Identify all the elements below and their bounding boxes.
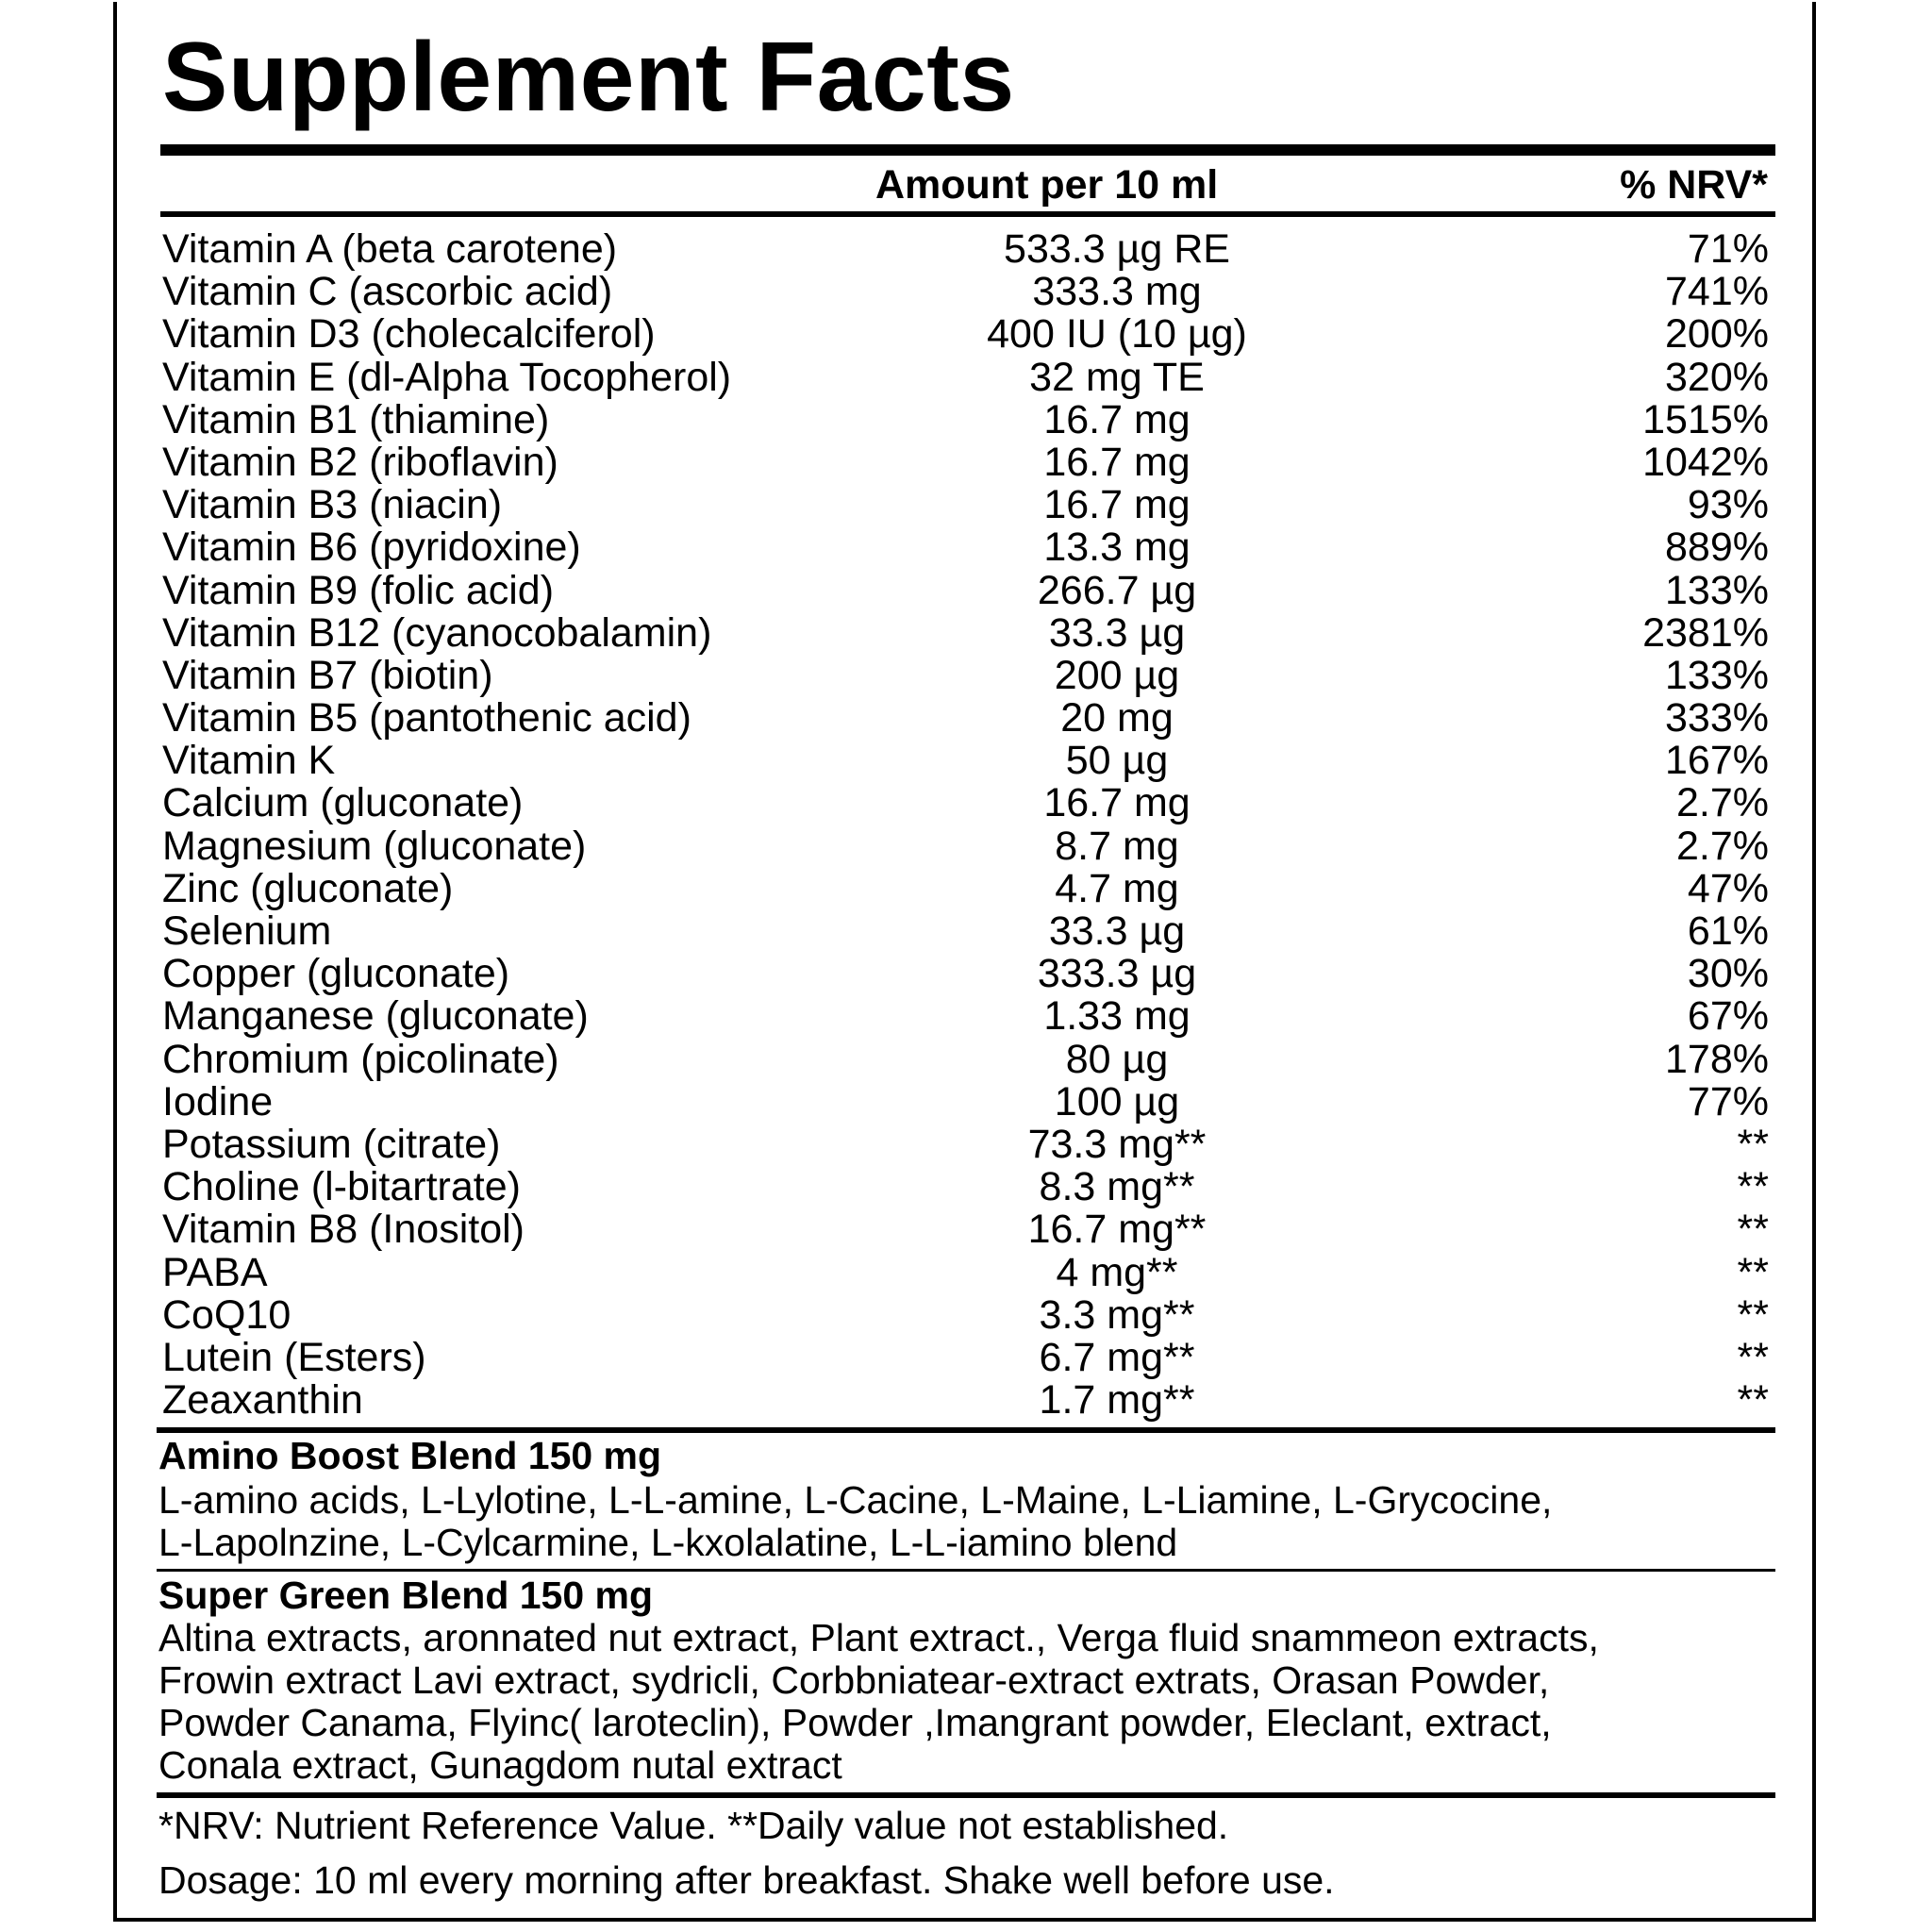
nutrient-name: Copper (gluconate) [162,951,510,997]
nutrient-row [162,1166,1769,1208]
nutrient-amount: 400 IU (10 µg) [987,311,1247,358]
nutrient-name: Vitamin C (ascorbic acid) [162,269,613,315]
nutrient-nrv: 178% [1665,1036,1769,1082]
nutrient-name: Vitamin B7 (biotin) [162,652,493,698]
nutrient-nrv: 67% [1687,993,1769,1040]
nutrient-row [162,953,1769,995]
nutrient-amount: 32 mg TE [1029,354,1205,400]
nutrient-name: Vitamin B3 (niacin) [162,482,503,528]
nutrient-nrv: 2.7% [1675,823,1769,869]
nutrient-row [162,396,1769,442]
nutrient-amount: 8.3 mg** [1039,1164,1195,1210]
nutrient-name: Vitamin A (beta carotene) [162,226,618,272]
nutrient-nrv: ** [1737,1377,1769,1424]
nutrient-name: Magnesium (gluconate) [162,823,587,869]
nutrient-amount: 16.7 mg [1043,396,1191,442]
nutrient-name: Calcium (gluconate) [162,780,524,826]
nutrient-nrv: ** [1737,1121,1769,1167]
nutrient-nrv: 200% [1665,311,1769,358]
nrv-column-header: % NRV* [1620,162,1768,208]
nutrient-nrv: ** [1737,1334,1769,1380]
nutrient-amount: 266.7 µg [1037,567,1197,613]
nutrient-row [162,782,1769,824]
nutrient-nrv: 889% [1665,525,1769,571]
nutrient-amount: 16.7 mg [1043,482,1191,528]
nutrient-amount: 1.7 mg** [1039,1377,1195,1424]
title-divider [160,144,1775,156]
nutrient-row [162,910,1769,953]
nutrient-nrv: 133% [1665,567,1769,613]
nutrient-nrv: 1515% [1642,396,1769,442]
amount-column-header: Amount per 10 ml [875,162,1219,208]
nutrient-row [162,484,1769,526]
nutrient-row [162,1249,1769,1295]
nutrient-name: Vitamin D3 (cholecalciferol) [162,311,656,358]
nutrient-name: Vitamin K [162,738,336,784]
nutrient-nrv: 320% [1665,354,1769,400]
nutrient-row [162,1208,1769,1251]
nutrient-amount: 3.3 mg** [1039,1291,1195,1338]
amino-blend-line: L-Lapolnzine, L-Cylcarmine, L-kxolalatine, L-L-iamino blend [158,1521,1178,1564]
nutrient-nrv: ** [1737,1249,1769,1295]
nutrient-name: Chromium (picolinate) [162,1036,559,1082]
nutrient-name: Zinc (gluconate) [162,865,454,911]
nutrient-row [162,995,1769,1038]
nutrient-nrv: ** [1737,1207,1769,1253]
nutrient-amount: 73.3 mg** [1027,1121,1207,1167]
nutrient-row [162,740,1769,782]
nutrient-name: Vitamin B6 (pyridoxine) [162,525,581,571]
header-divider [160,211,1775,217]
nutrient-nrv: 2381% [1642,609,1769,656]
nutrient-amount: 16.7 mg [1043,439,1191,485]
nutrient-amount: 50 µg [1065,738,1169,784]
nutrient-row [162,1334,1769,1380]
nutrient-amount: 4.7 mg [1055,865,1179,911]
nutrient-name: Vitamin B9 (folic acid) [162,567,555,613]
nutrient-name: Selenium [162,908,332,954]
nutrient-amount: 533.3 µg RE [1004,226,1230,272]
nutrient-nrv: 71% [1687,226,1769,272]
nutrient-name: Lutein (Esters) [162,1334,426,1380]
green-blend-title: Super Green Blend 150 mg [158,1574,654,1617]
green-blend-line: Conala extract, Gunagdom nutal extract [158,1743,842,1787]
nutrient-row [162,825,1769,868]
nutrient-amount: 4 mg** [1056,1249,1178,1295]
nutrient-amount: 20 mg [1060,695,1174,741]
nutrient-amount: 6.7 mg** [1039,1334,1195,1380]
nutrient-nrv: 93% [1687,482,1769,528]
nutrient-name: Vitamin B2 (riboflavin) [162,439,558,485]
nutrient-nrv: 2.7% [1675,780,1769,826]
nutrient-nrv: 133% [1665,652,1769,698]
nutrient-nrv: 1042% [1642,439,1769,485]
nutrient-nrv: ** [1737,1164,1769,1210]
amino-section-divider [157,1427,1775,1433]
nutrient-amount: 13.3 mg [1043,525,1191,571]
nutrient-name: Potassium (citrate) [162,1121,501,1167]
nutrient-row [162,228,1769,271]
green-blend-line: Altina extracts, aronnated nut extract, Plant extract., Verga fluid snammeon extracts, [158,1616,1599,1659]
amino-blend-line: L-amino acids, L-Lylotine, L-L-amine, L-Cacine, L-Maine, L-Liamine, L-Grycocine, [158,1478,1553,1522]
nutrient-nrv: 77% [1687,1078,1769,1124]
nutrient-name: Vitamin E (dl-Alpha Tocopherol) [162,354,732,400]
nutrient-name: Vitamin B1 (thiamine) [162,396,550,442]
nutrient-row [162,697,1769,740]
nutrient-row [162,609,1769,656]
nutrient-amount: 333.3 mg [1032,269,1202,315]
nutrient-nrv: 47% [1687,865,1769,911]
nutrient-nrv: 167% [1665,738,1769,784]
nutrient-name: Zeaxanthin [162,1377,363,1424]
nutrient-name: Vitamin B5 (pantothenic acid) [162,695,691,741]
dosage-note: Dosage: 10 ml every morning after breakfast. Shake well before use. [158,1858,1335,1902]
green-blend-ingredients [158,1617,1762,1787]
nutrient-row [162,1291,1769,1338]
nutrient-amount: 333.3 µg [1037,951,1197,997]
nutrient-row [162,567,1769,613]
nutrient-nrv: 741% [1665,269,1769,315]
nutrient-name: Vitamin B12 (cyanocobalamin) [162,609,712,656]
nutrient-name: PABA [162,1249,268,1295]
green-section-divider [157,1569,1775,1572]
nutrient-amount: 16.7 mg** [1027,1207,1207,1253]
nutrient-row [162,1036,1769,1082]
green-blend-line: Frowin extract Lavi extract, sydricli, Corbbniatear-extract extrats, Orasan Powder, [158,1658,1550,1702]
amino-blend-ingredients [158,1479,1762,1564]
nutrient-row [162,526,1769,569]
nutrient-row [162,652,1769,698]
nutrient-row [162,313,1769,356]
nutrient-table [162,228,1769,1422]
nutrient-name: Manganese (gluconate) [162,993,589,1040]
nrv-footnote: *NRV: Nutrient Reference Value. **Daily value not established. [158,1804,1229,1847]
nutrient-amount: 1.33 mg [1043,993,1191,1040]
nutrient-nrv: ** [1737,1291,1769,1338]
nutrient-amount: 8.7 mg [1055,823,1179,869]
amino-blend-title: Amino Boost Blend 150 mg [158,1434,662,1477]
nutrient-nrv: 333% [1665,695,1769,741]
nutrient-amount: 80 µg [1065,1036,1169,1082]
nutrient-amount: 33.3 µg [1048,609,1186,656]
nutrient-amount: 100 µg [1054,1078,1180,1124]
nutrient-row [162,1078,1769,1124]
nutrient-name: Choline (l-bitartrate) [162,1164,521,1210]
nutrient-nrv: 30% [1687,951,1769,997]
nutrient-row [162,354,1769,400]
nutrient-name: Iodine [162,1078,274,1124]
nutrient-name: CoQ10 [162,1291,291,1338]
nutrient-nrv: 61% [1687,908,1769,954]
nutrient-name: Vitamin B8 (Inositol) [162,1207,525,1253]
nutrient-row [162,271,1769,313]
nutrient-amount: 200 µg [1054,652,1180,698]
page-title: Supplement Facts [162,23,1015,132]
nutrient-row [162,865,1769,911]
nutrient-amount: 33.3 µg [1048,908,1186,954]
nutrient-row [162,1379,1769,1422]
nutrient-row [162,441,1769,484]
green-blend-line: Powder Canama, Flyinc( laroteclin), Powder ,Imangrant powder, Eleclant, extract, [158,1701,1552,1744]
nutrient-amount: 16.7 mg [1043,780,1191,826]
footnote-divider [157,1792,1775,1798]
nutrient-row [162,1121,1769,1167]
